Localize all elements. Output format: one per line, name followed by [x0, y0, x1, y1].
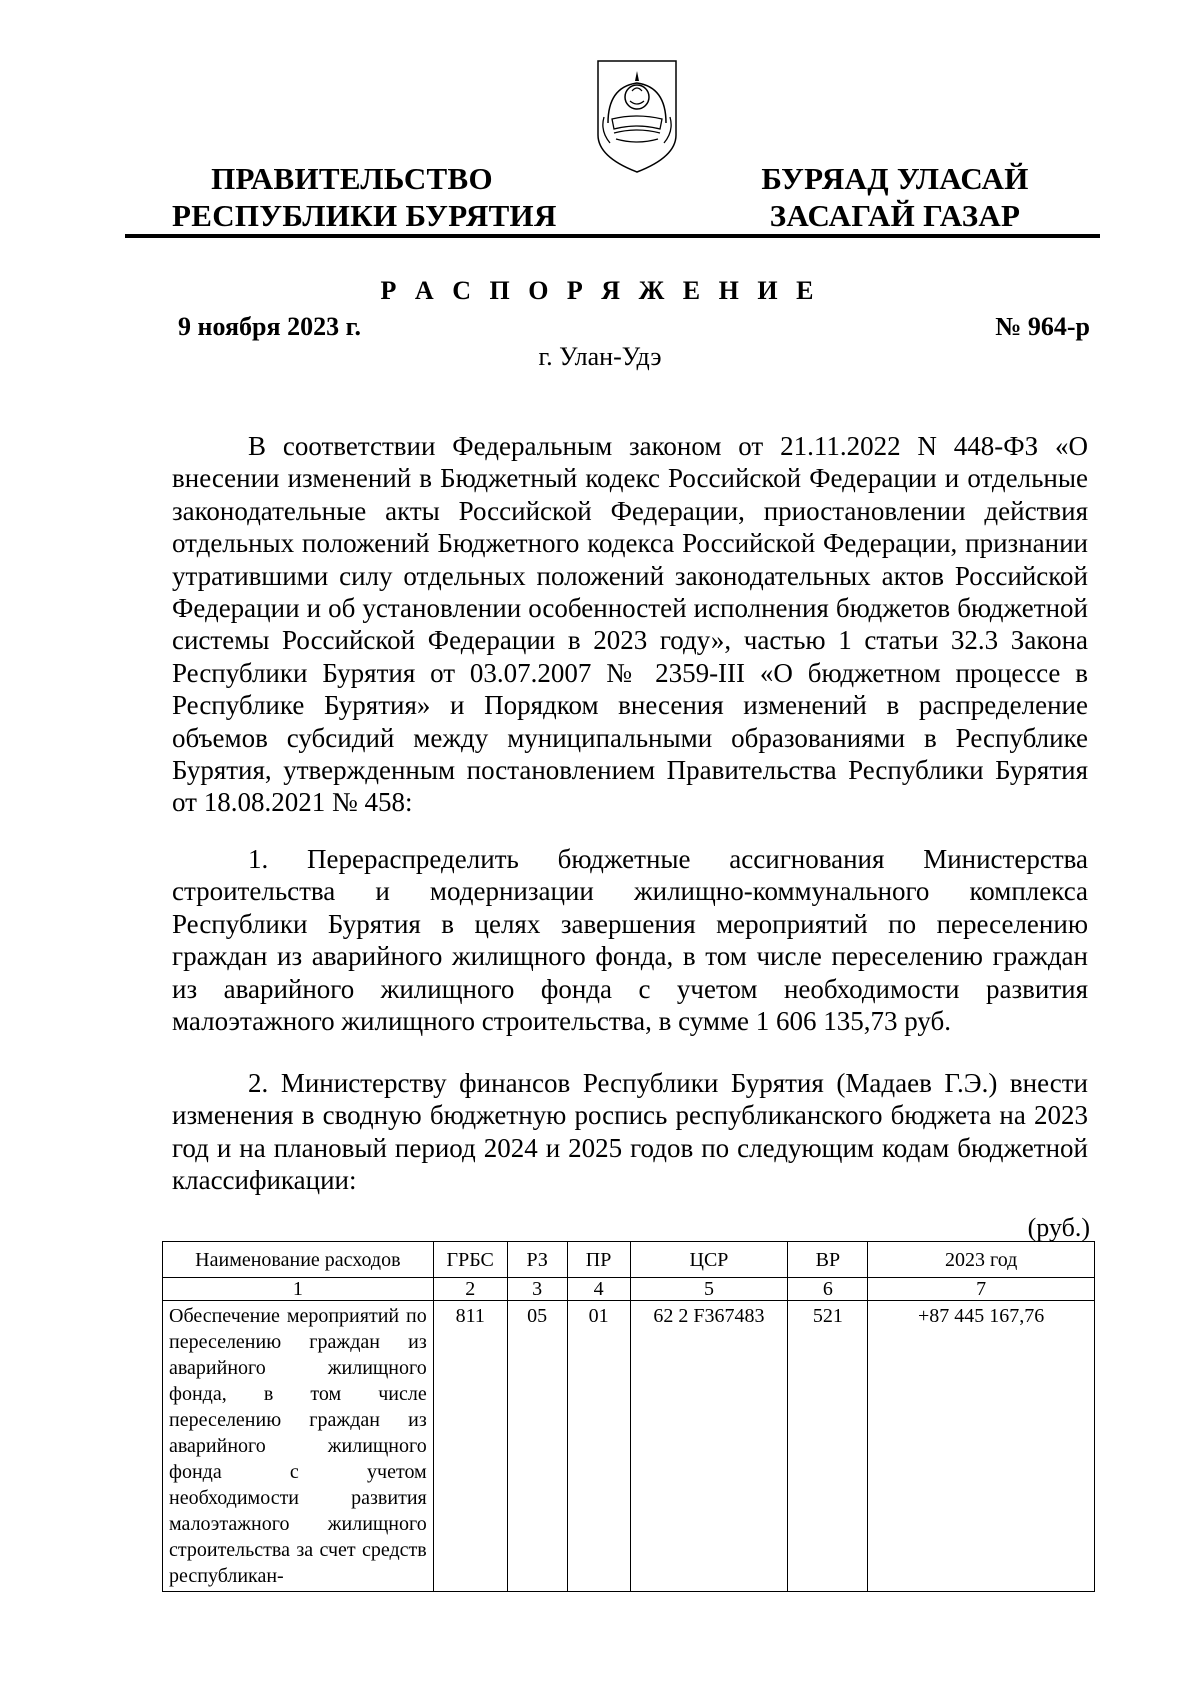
item-1-paragraph: 1. Перераспределить бюджетные ассигнования Министерства строительства и модернизации жилищно-коммунального комплекса Республики Бурятия в целях завершения мероприятий по переселению граждан из аварийного жилищного фонда, в том числе переселению граждан из аварийного жилищного фонда с учетом необходимости развития малоэтажного жилищного строительства, в сумме 1 606 135,73 руб.	[172, 844, 1088, 1037]
csr-cell: 62 2 F367483	[630, 1301, 788, 1592]
column-number-cell: 5	[630, 1278, 788, 1301]
vr-cell: 521	[788, 1301, 868, 1592]
coat-of-arms-emblem	[594, 57, 680, 175]
header-right-line1: БУРЯАД УЛАСАЙ	[761, 161, 1029, 196]
amount-cell: +87 445 167,76	[868, 1301, 1095, 1592]
item-1-section	[172, 843, 1088, 1037]
table-header-row	[163, 1242, 1095, 1278]
column-number-cell: 2	[433, 1278, 507, 1301]
document-city: г. Улан-Удэ	[538, 342, 662, 371]
document-title: Р А С П О Р Я Ж Е Н И Е	[380, 276, 820, 305]
table-row	[163, 1301, 1095, 1592]
rz-cell: 05	[507, 1301, 567, 1592]
table-header-cell: Наименование расходов	[163, 1242, 434, 1278]
document-date: 9 ноября 2023 г.	[178, 312, 361, 341]
header-right-line2: ЗАСАГАЙ ГАЗАР	[769, 198, 1021, 233]
budget-table	[162, 1241, 1095, 1592]
header-divider	[125, 234, 1100, 238]
table-column-number-row	[163, 1278, 1095, 1301]
column-number-cell: 6	[788, 1278, 868, 1301]
expense-name-cell: Обеспечение мероприятий по переселению граждан из аварийного жилищного фонда, в том числе переселению граждан из аварийного жилищного фонда с учетом необходимости развития малоэтажного жилищного строительства за счет средств республикан-	[163, 1301, 434, 1592]
item-2-paragraph: 2. Министерству финансов Республики Бурятия (Мадаев Г.Э.) внести изменения в сводную бюджетную роспись республиканского бюджета на 2023 год и на плановый период 2024 и 2025 годов по следующим кодам бюджетной классификации:	[172, 1068, 1088, 1196]
item-2-section	[172, 1067, 1088, 1197]
document-number: № 964-р	[995, 312, 1090, 341]
column-number-cell: 3	[507, 1278, 567, 1301]
header-left-line1: ПРАВИТЕЛЬСТВО	[211, 161, 493, 196]
currency-unit: (руб.)	[1027, 1213, 1090, 1242]
table-header-cell: ГРБС	[433, 1242, 507, 1278]
table-header-cell: ВР	[788, 1242, 868, 1278]
column-number-cell: 4	[567, 1278, 630, 1301]
table-header-cell: ПР	[567, 1242, 630, 1278]
table-header-cell: РЗ	[507, 1242, 567, 1278]
column-number-cell: 7	[868, 1278, 1095, 1301]
preamble-section	[172, 430, 1088, 819]
header-left-line2: РЕСПУБЛИКИ БУРЯТИЯ	[172, 198, 557, 233]
column-number-cell: 1	[163, 1278, 434, 1301]
government-name-russian	[172, 160, 557, 234]
grbs-cell: 811	[433, 1301, 507, 1592]
pr-cell: 01	[567, 1301, 630, 1592]
table-header-cell: 2023 год	[868, 1242, 1095, 1278]
government-name-buryat	[745, 160, 1045, 234]
table-header-cell: ЦСР	[630, 1242, 788, 1278]
preamble-paragraph: В соответствии Федеральным законом от 21.11.2022 N 448-ФЗ «О внесении изменений в Бюджетный кодекс Российской Федерации и отдельные законодательные акты Российской Федерации, приостановлении действия отдельных положений Бюджетного кодекса Российской Федерации, признании утратившими силу отдельных положений законодательных актов Российской Федерации и об установлении особенностей исполнения бюджетов бюджетной системы Российской Федерации в 2023 году», частью 1 статьи 32.3 Закона Республики Бурятия от 03.07.2007 № 2359-III «О бюджетном процессе в Республике Бурятия» и Порядком внесения изменений в распределение объемов субсидий между муниципальными образованиями в Республике Бурятия, утвержденным постановлением Правительства Республики Бурятия от 18.08.2021 № 458:	[172, 431, 1088, 818]
